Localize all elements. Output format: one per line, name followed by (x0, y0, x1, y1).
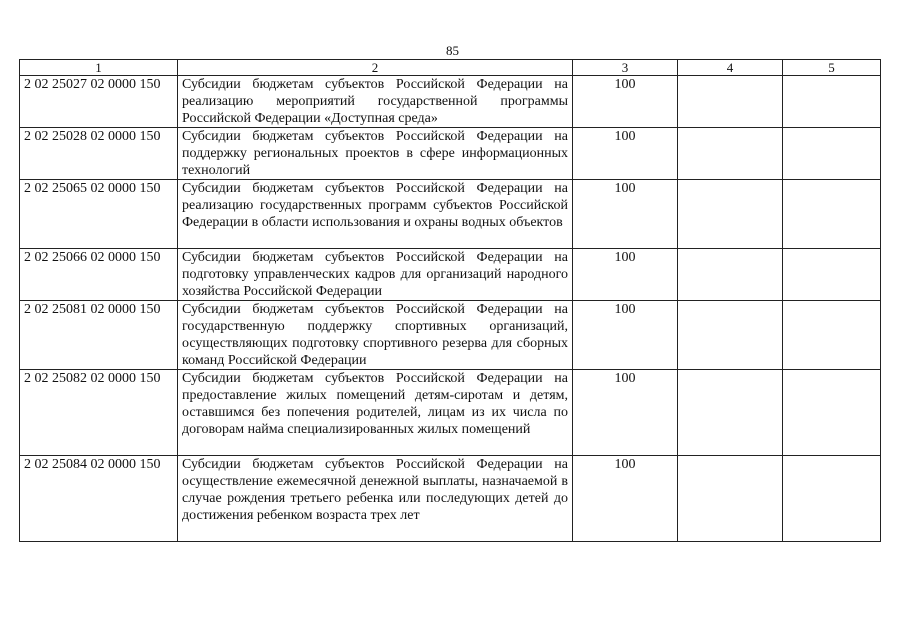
row-col5 (783, 128, 881, 180)
row-amount: 100 (573, 180, 678, 249)
column-header-5: 5 (783, 60, 881, 76)
table-row (20, 76, 881, 128)
row-description: Субсидии бюджетам субъектов Российской Федерации на государственную поддержку спортивных организаций, осуществляющих подготовку спортивного резерва для сборных команд Российской Федерации (178, 301, 573, 370)
row-description: Субсидии бюджетам субъектов Российской Федерации на подготовку управленческих кадров для организаций народного хозяйства Российской Федерации (178, 249, 573, 301)
column-header-4: 4 (678, 60, 783, 76)
row-code: 2 02 25082 02 0000 150 (20, 370, 178, 456)
row-code: 2 02 25027 02 0000 150 (20, 76, 178, 128)
page-number: 85 (446, 43, 459, 58)
row-col5 (783, 301, 881, 370)
row-col5 (783, 370, 881, 456)
row-amount: 100 (573, 456, 678, 542)
column-header-3: 3 (573, 60, 678, 76)
row-col4 (678, 301, 783, 370)
column-header-2: 2 (178, 60, 573, 76)
row-amount: 100 (573, 301, 678, 370)
table-row (20, 128, 881, 180)
row-description: Субсидии бюджетам субъектов Российской Федерации на предоставление жилых помещений детям-сиротам и детям, оставшимся без попечения родителей, лицам из их числа по договорам найма специализированных жилых помещений (178, 370, 573, 456)
row-code: 2 02 25081 02 0000 150 (20, 301, 178, 370)
row-col4 (678, 249, 783, 301)
row-col4 (678, 180, 783, 249)
table-row (20, 370, 881, 456)
row-description: Субсидии бюджетам субъектов Российской Федерации на осуществление ежемесячной денежной выплаты, назначаемой в случае рождения третьего ребенка или последующих детей до достижения ребенком возраста трех лет (178, 456, 573, 542)
row-code: 2 02 25028 02 0000 150 (20, 128, 178, 180)
table-row (20, 180, 881, 249)
budget-table (19, 59, 881, 542)
table-row (20, 456, 881, 542)
row-col4 (678, 456, 783, 542)
row-description: Субсидии бюджетам субъектов Российской Федерации на реализацию государственных программ субъектов Российской Федерации в области использования и охраны водных объектов (178, 180, 573, 249)
row-description: Субсидии бюджетам субъектов Российской Федерации на поддержку региональных проектов в сфере информационных технологий (178, 128, 573, 180)
row-col5 (783, 76, 881, 128)
row-col5 (783, 180, 881, 249)
row-col4 (678, 128, 783, 180)
table-row (20, 301, 881, 370)
row-amount: 100 (573, 370, 678, 456)
table-row (20, 249, 881, 301)
row-col4 (678, 76, 783, 128)
column-header-1: 1 (20, 60, 178, 76)
row-code: 2 02 25084 02 0000 150 (20, 456, 178, 542)
row-code: 2 02 25066 02 0000 150 (20, 249, 178, 301)
row-code: 2 02 25065 02 0000 150 (20, 180, 178, 249)
row-amount: 100 (573, 249, 678, 301)
row-col5 (783, 249, 881, 301)
row-amount: 100 (573, 76, 678, 128)
row-description: Субсидии бюджетам субъектов Российской Федерации на реализацию мероприятий государственной программы Российской Федерации «Доступная среда» (178, 76, 573, 128)
row-col5 (783, 456, 881, 542)
row-col4 (678, 370, 783, 456)
header-row (20, 60, 881, 76)
row-amount: 100 (573, 128, 678, 180)
